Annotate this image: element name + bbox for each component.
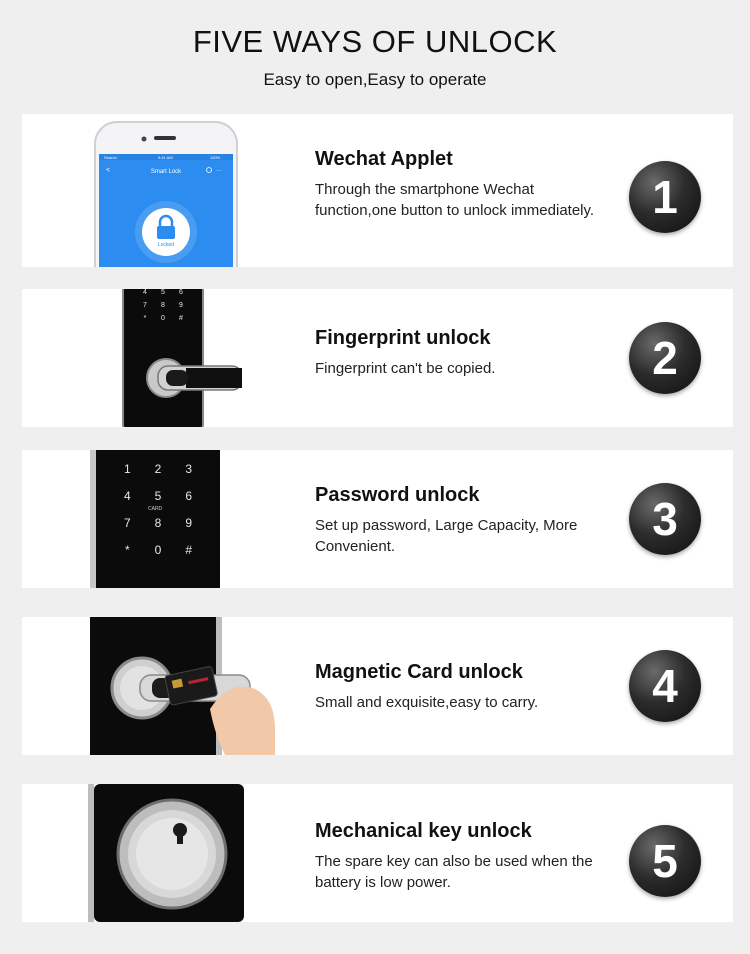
method-text [315,661,615,713]
card-swipe-illustration [90,617,280,755]
keyhole-image [88,784,248,922]
key: 4 [143,289,147,296]
key-3: 3 [185,462,192,476]
number-badge: 3 [629,483,701,555]
key-5: 5 [154,489,162,503]
key: 6 [179,289,183,296]
method-title: Password unlock [315,484,480,506]
back-icon[interactable]: < [106,167,111,174]
number-badge: 5 [629,825,701,897]
method-card-fingerprint [22,289,733,427]
key: 7 [143,302,147,309]
status-battery: 100% [210,155,221,160]
method-title: Mechanical key unlock [315,820,532,842]
card-label: CARD [148,506,163,512]
key: 0 [161,315,165,322]
method-description: Fingerprint can't be copied. [315,360,496,377]
page-header [0,0,750,112]
page-subtitle: Easy to open,Easy to operate [263,70,487,89]
key-4: 4 [123,489,131,503]
key: # [179,315,183,322]
key-0: 0 [154,543,162,557]
key: 5 [161,289,165,296]
method-card-mechanical-key [22,784,733,922]
method-card-magnetic [22,617,733,755]
method-description: Through the smartphone Wechat function,one button to unlock immediately. [315,181,595,219]
app-title: Smart Lock [150,169,182,175]
key: 8 [161,302,165,309]
key-7: 7 [123,516,131,530]
method-description: Small and exquisite,easy to carry. [315,694,539,711]
number-badge: 2 [629,322,701,394]
lock-state-label: Locked [157,242,175,248]
status-time: 9:41 AM [158,155,173,160]
method-card-password [22,450,733,588]
keyhole-illustration [88,784,248,922]
key-2: 2 [154,462,162,476]
method-title: Fingerprint unlock [315,327,491,349]
handle-illustration [122,289,242,427]
key-hash: # [185,543,192,557]
page-title: FIVE WAYS OF UNLOCK [192,24,558,59]
key-8: 8 [154,516,162,530]
fingerprint-lock-image [122,289,242,427]
key-9: 9 [185,516,192,530]
method-text [315,820,615,893]
fingerprint-sensor-icon [166,370,188,386]
more-icon[interactable]: ··· [216,168,222,174]
method-text [315,148,615,221]
number-badge: 1 [629,161,701,233]
method-title: Wechat Applet [315,148,453,170]
method-description: The spare key can also be used when the battery is low power. [315,853,593,891]
key-6: 6 [185,489,192,503]
method-description: Set up password, Large Capacity, More Convenient. [315,517,578,555]
smartphone-illustration [82,114,262,267]
number-badge: 4 [629,650,701,722]
method-text [315,327,615,379]
key-1: 1 [123,462,131,476]
keypad-image [90,450,220,588]
card-swipe-image [90,617,280,755]
phone-image [82,114,262,267]
key: 9 [179,302,183,309]
key-star: * [124,543,130,557]
method-title: Magnetic Card unlock [315,661,523,683]
key: * [143,315,147,322]
method-card-wechat [22,114,733,267]
method-text [315,484,615,557]
status-carrier: Search [104,155,117,160]
